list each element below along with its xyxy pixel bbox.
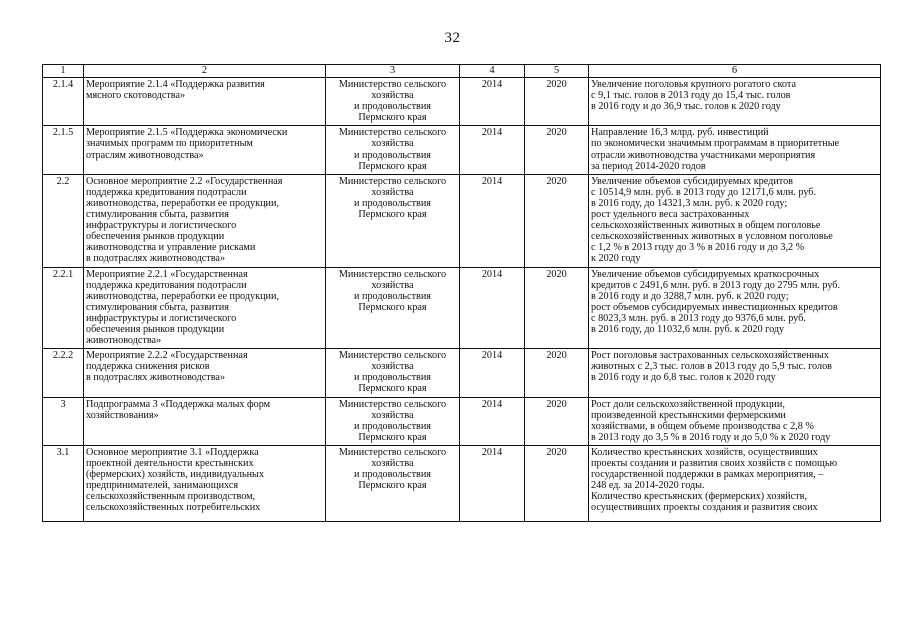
expected-result-cell-line: с 1,2 % в 2013 году до 3 % в 2016 году и до 3,2 % [591,242,805,254]
event-name-cell [84,397,326,445]
header-row [43,65,881,78]
event-name-cell [84,78,326,126]
executor-cell-line: Министерство сельского [338,127,447,139]
event-name-cell-line: обеспечения рынков продукции [86,231,225,243]
table-row [43,78,881,126]
end-year-cell: 2020 [525,267,589,349]
expected-result-cell [589,397,881,445]
executor-cell-line: и продовольствия [354,420,431,432]
event-name-cell-line: Основное мероприятие 2.2 «Государственная [86,175,283,187]
expected-result-cell-line: с 10514,9 млн. руб. в 2013 году до 12171,6 млн. руб. [591,186,817,198]
event-name-cell-line: значимых программ по приоритетным [86,138,253,150]
expected-result-cell-line: с 8023,3 млн. руб. в 2013 году до 9376,6 млн. руб. [591,312,806,324]
end-year-cell: 2020 [525,78,589,126]
start-year-cell: 2014 [460,445,525,521]
executor-cell-line: Пермского края [358,209,427,221]
event-name-cell-line: проектной деятельности крестьянских [86,458,254,469]
expected-result-cell-line: сельскохозяйственных животных в общем поголовье [591,220,821,232]
executor-cell-line: Министерство сельского [338,175,447,187]
event-name-cell [84,174,326,267]
start-year-cell: 2014 [460,267,525,349]
event-name-cell-line: в подотраслях животноводства» [86,253,226,265]
table-body [43,78,881,522]
header-col-1: 1 [43,65,84,78]
end-year-cell: 2020 [525,174,589,267]
event-name-cell-line: хозяйствования» [86,409,159,421]
executor-cell-line: Министерство сельского [338,446,447,458]
expected-result-cell [589,78,881,126]
event-code-cell: 3.1 [43,445,84,521]
event-name-cell-line: (фермерских) хозяйств, индивидуальных [86,469,264,481]
end-year-cell: 2020 [525,445,589,521]
expected-result-cell [589,349,881,397]
expected-result-cell-line: в 2016 году и до 6,8 тыс. голов к 2020 году [591,372,776,384]
event-code-cell: 2.1.4 [43,78,84,126]
header-col-4: 4 [460,65,525,78]
event-name-cell-line: инфраструктуры и логистического [86,312,237,324]
event-name-cell-line: животноводства и управление рисками [86,242,256,254]
executor-cell-line: Министерство сельского [338,268,447,280]
expected-result-cell-line: в 2016 году и до 36,9 тыс. голов к 2020 году [591,101,781,113]
event-name-cell-line: в подотраслях животноводства» [86,372,226,384]
executor-cell-line: и продовольствия [354,101,431,113]
executor-cell-line: хозяйства [371,458,414,469]
executor-cell-line: Пермского края [358,112,427,124]
expected-result-cell-line: с 9,1 тыс. голов в 2013 году до 15,4 тыс. голов [591,90,791,102]
expected-result-cell-line: рост удельного веса застрахованных [591,209,750,221]
expected-result-cell-line: Увеличение объемов субсидируемых краткосрочных [591,268,820,280]
expected-result-cell-line: за период 2014-2020 годов [591,160,706,172]
event-name-cell-line: предпринимателей, занимающихся [86,480,239,492]
event-name-cell-line: сельскохозяйственным производством, [86,491,256,503]
executor-cell [326,267,460,349]
executor-cell [326,78,460,126]
executor-cell-line: Пермского края [358,480,427,492]
event-name-cell-line: стимулирования сбыта, развития [86,301,229,313]
event-name-cell-line: Основное мероприятие 3.1 «Поддержка [86,446,259,458]
executor-cell-line: Пермского края [358,431,427,443]
expected-result-cell-line: 248 ед. за 2014-2020 годы. [591,480,705,492]
expected-result-cell-line: в 2016 году, до 11032,6 млн. руб. к 2020 году [591,323,785,335]
executor-cell-line: Министерство сельского [338,398,447,410]
expected-result-cell-line: Рост поголовья застрахованных сельскохозяйственных [591,350,829,362]
executor-cell-line: хозяйства [371,409,414,421]
table-row [43,174,881,267]
expected-result-cell [589,126,881,174]
end-year-cell: 2020 [525,397,589,445]
executor-cell [326,174,460,267]
expected-result-cell [589,267,881,349]
event-name-cell-line: мясного скотоводства» [86,90,186,102]
expected-result-cell-line: произведенной крестьянскими фермерскими [591,409,786,421]
event-code-cell: 2.1.5 [43,126,84,174]
start-year-cell: 2014 [460,397,525,445]
event-name-cell-line: Подпрограмма 3 «Поддержка малых форм [86,398,271,410]
executor-cell-line: хозяйства [371,90,414,102]
executor-cell-line: Пермского края [358,301,427,313]
table-row [43,397,881,445]
page-number: 32 [444,30,461,46]
expected-result-cell-line: государственной поддержки в рамках мероприятия, – [591,469,824,481]
executor-cell [326,126,460,174]
header-col-6: 6 [589,65,881,78]
expected-result-cell-line: Рост доли сельскохозяйственной продукции, [591,398,785,410]
expected-result-cell-line: по экономически значимым программам в приоритетные [591,138,840,150]
expected-result-cell-line: хозяйствами, в общем объеме производства с 2,8 % [591,420,814,432]
expected-result-cell-line: осуществивших проекты создания и развития своих [591,502,818,514]
expected-result-cell [589,174,881,267]
expected-result-cell-line: Увеличение объемов субсидируемых кредитов [591,175,793,187]
executor-cell [326,349,460,397]
event-name-cell-line: инфраструктуры и логистического [86,220,237,232]
event-name-cell-line: отраслям животноводства» [86,149,204,161]
event-name-cell [84,267,326,349]
start-year-cell: 2014 [460,174,525,267]
event-name-cell-line: Мероприятие 2.2.2 «Государственная [86,350,248,362]
executor-cell-line: Министерство сельского [338,79,447,90]
expected-result-cell-line: в 2013 году до 3,5 % в 2016 году и до 5,0 % к 2020 году [591,431,831,443]
expected-result-cell [589,445,881,521]
start-year-cell: 2014 [460,349,525,397]
event-name-cell [84,445,326,521]
expected-result-cell-line: Увеличение поголовья крупного рогатого скота [591,79,796,90]
table-row [43,349,881,397]
expected-result-cell-line: в 2016 году и до 3288,7 млн. руб. к 2020 году; [591,290,789,302]
event-name-cell-line: Мероприятие 2.1.5 «Поддержка экономически [86,127,288,139]
event-name-cell-line: обеспечения рынков продукции [86,323,225,335]
event-name-cell-line: сельскохозяйственных потребительских [86,502,261,514]
expected-result-cell-line: Направление 16,3 млрд. руб. инвестиций [591,127,769,139]
event-code-cell: 2.2.2 [43,349,84,397]
executor-cell-line: хозяйства [371,138,414,150]
expected-result-cell-line: к 2020 году [591,253,641,265]
executor-cell-line: и продовольствия [354,197,431,209]
expected-result-cell-line: кредитов с 2491,6 млн. руб. в 2013 году до 2795 млн. руб. [591,279,841,291]
executor-cell-line: Министерство сельского [338,350,447,362]
event-code-cell: 2.2 [43,174,84,267]
event-name-cell-line: поддержка кредитования подотрасли [86,279,247,291]
event-name-cell-line: животноводства» [86,335,162,347]
expected-result-cell-line: животных с 2,3 тыс. голов в 2013 году до 5,9 тыс. голов [591,361,832,373]
expected-result-cell-line: Количество крестьянских (фермерских) хозяйств, [591,491,807,503]
expected-result-cell-line: Количество крестьянских хозяйств, осуществивших [591,446,818,458]
executor-cell-line: Пермского края [358,160,427,172]
table-row [43,126,881,174]
event-name-cell [84,349,326,397]
table-row [43,267,881,349]
executor-cell-line: и продовольствия [354,149,431,161]
table-header [43,65,881,78]
expected-result-cell-line: сельскохозяйственных животных в условном поголовье [591,231,833,243]
event-name-cell-line: стимулирования сбыта, развития [86,209,229,221]
event-code-cell: 3 [43,397,84,445]
executor-cell [326,397,460,445]
event-name-cell [84,126,326,174]
header-col-3: 3 [326,65,460,78]
expected-result-cell-line: отрасли животноводства участниками мероприятия [591,149,816,161]
expected-result-cell-line: в 2016 году, до 14321,3 млн. руб. к 2020 году; [591,197,788,209]
event-name-cell-line: животноводства, переработки ее продукции, [86,290,279,302]
event-name-cell-line: поддержка снижения рисков [86,361,210,373]
expected-result-cell-line: проекты создания и развития своих хозяйств с помощью [591,458,838,469]
event-code-cell: 2.2.1 [43,267,84,349]
executor-cell-line: и продовольствия [354,469,431,481]
expected-result-cell-line: рост объемов субсидируемых инвестиционных кредитов [591,301,838,313]
executor-cell-line: и продовольствия [354,372,431,384]
executor-cell-line: хозяйства [371,186,414,198]
end-year-cell: 2020 [525,126,589,174]
executor-cell-line: хозяйства [371,279,414,291]
program-events-table [42,64,881,522]
start-year-cell: 2014 [460,78,525,126]
header-col-5: 5 [525,65,589,78]
start-year-cell: 2014 [460,126,525,174]
executor-cell-line: хозяйства [371,361,414,373]
event-name-cell-line: Мероприятие 2.1.4 «Поддержка развития [86,79,265,90]
end-year-cell: 2020 [525,349,589,397]
executor-cell-line: и продовольствия [354,290,431,302]
event-name-cell-line: животноводства, переработки ее продукции, [86,197,279,209]
event-name-cell-line: поддержка кредитования подотрасли [86,186,247,198]
executor-cell [326,445,460,521]
event-name-cell-line: Мероприятие 2.2.1 «Государственная [86,268,248,280]
header-col-2: 2 [84,65,326,78]
table-row [43,445,881,521]
executor-cell-line: Пермского края [358,383,427,395]
